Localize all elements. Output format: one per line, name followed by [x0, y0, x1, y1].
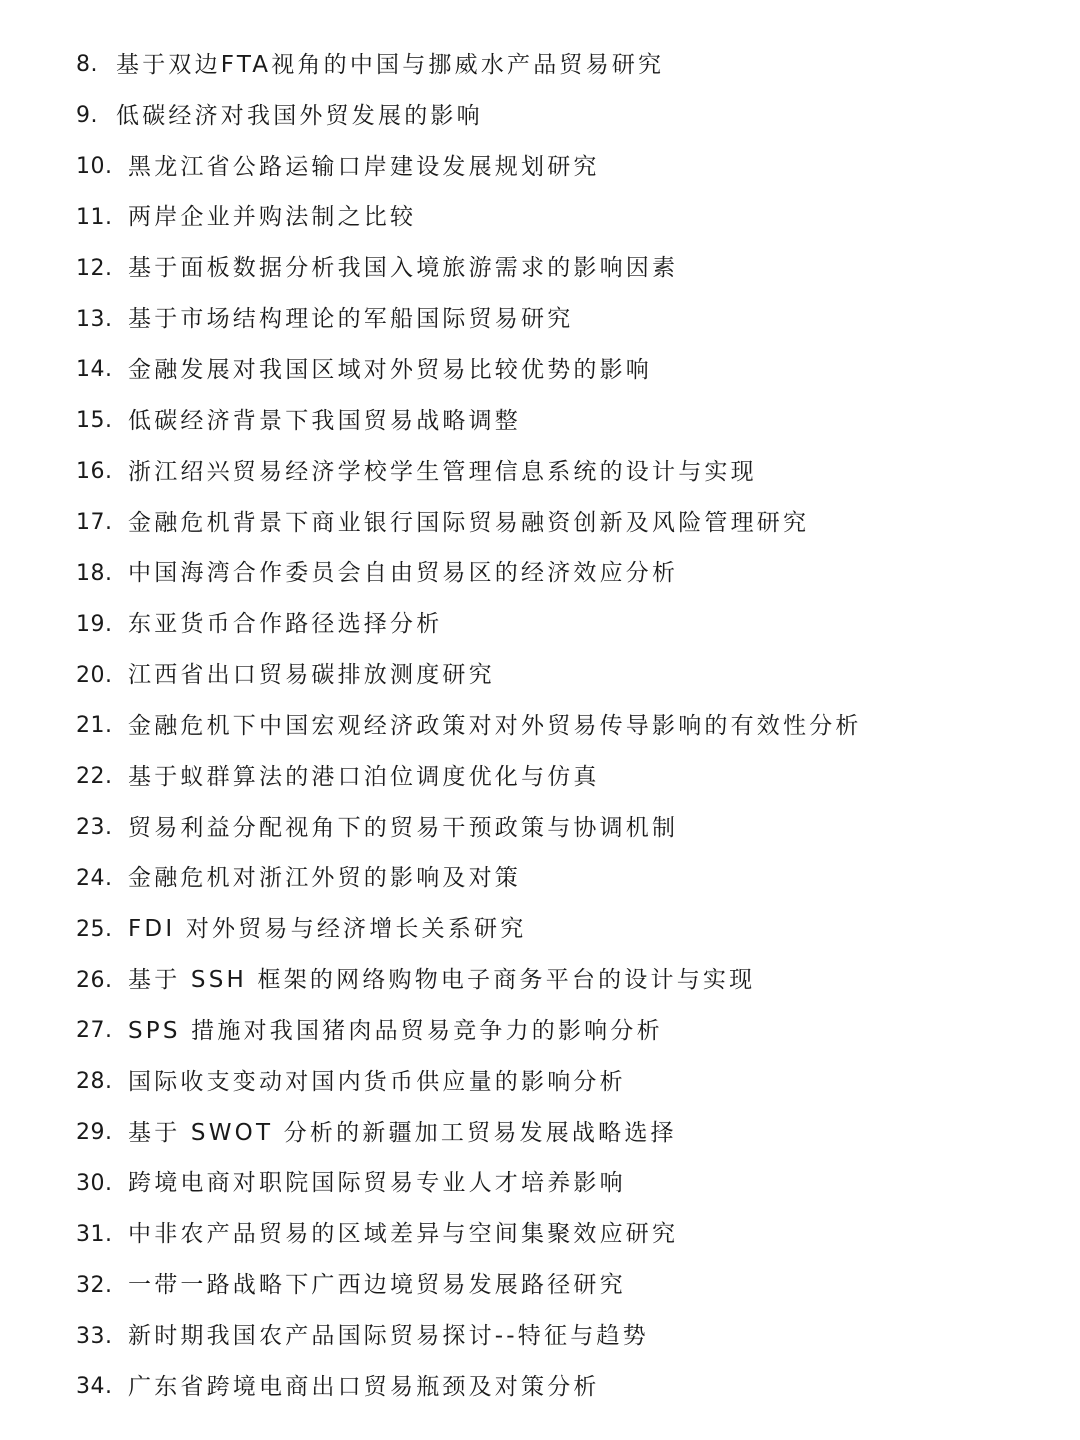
item-number: 28.	[76, 1069, 113, 1095]
item-title: 跨境电商对职院国际贸易专业人才培养影响	[128, 1170, 626, 1197]
item-title: 国际收支变动对国内货币供应量的影响分析	[128, 1068, 626, 1095]
item-title: 基于 SSH 框架的网络购物电子商务平台的设计与实现	[128, 967, 756, 994]
item-number: 33.	[76, 1323, 113, 1349]
list-item	[76, 752, 1056, 803]
item-number: 18.	[76, 560, 113, 586]
item-number: 26.	[76, 967, 113, 993]
list-item	[76, 345, 1056, 396]
list-item	[76, 142, 1056, 193]
item-title: 基于 SWOT 分析的新疆加工贸易发展战略选择	[128, 1119, 677, 1146]
list-item	[76, 1311, 1056, 1362]
item-title: 浙江绍兴贸易经济学校学生管理信息系统的设计与实现	[128, 458, 757, 485]
list-item	[76, 854, 1056, 905]
list-item	[76, 599, 1056, 650]
list-item	[76, 803, 1056, 854]
item-title: 金融危机下中国宏观经济政策对对外贸易传导影响的有效性分析	[128, 712, 862, 739]
item-title: 广东省跨境电商出口贸易瓶颈及对策分析	[128, 1373, 600, 1400]
item-number: 13.	[76, 306, 113, 332]
item-number: 22.	[76, 764, 113, 790]
list-item	[76, 904, 1056, 955]
item-title: 基于面板数据分析我国入境旅游需求的影响因素	[128, 255, 679, 282]
item-number: 8.	[76, 52, 98, 78]
item-number: 21.	[76, 713, 113, 739]
list-item	[76, 1159, 1056, 1210]
item-number: 10.	[76, 154, 113, 180]
item-number: 16.	[76, 459, 113, 485]
item-title: 一带一路战略下广西边境贸易发展路径研究	[128, 1272, 626, 1299]
item-title: 黑龙江省公路运输口岸建设发展规划研究	[128, 153, 600, 180]
item-title: FDI 对外贸易与经济增长关系研究	[128, 916, 527, 943]
item-number: 31.	[76, 1221, 113, 1247]
item-title: 金融发展对我国区域对外贸易比较优势的影响	[128, 356, 652, 383]
item-title: 低碳经济背景下我国贸易战略调整	[128, 407, 521, 434]
item-title: 两岸企业并购法制之比较	[128, 204, 417, 231]
topic-list	[76, 40, 1056, 1413]
item-number: 17.	[76, 510, 113, 536]
list-item	[76, 91, 1056, 142]
item-number: 20.	[76, 662, 113, 688]
list-item	[76, 396, 1056, 447]
list-item	[76, 1108, 1056, 1159]
item-number: 29.	[76, 1120, 113, 1146]
item-number: 34.	[76, 1374, 113, 1400]
list-item	[76, 650, 1056, 701]
list-item	[76, 1260, 1056, 1311]
item-number: 12.	[76, 255, 113, 281]
list-item	[76, 1006, 1056, 1057]
item-number: 11.	[76, 204, 113, 230]
list-item	[76, 447, 1056, 498]
item-title: 新时期我国农产品国际贸易探讨--特征与趋势	[128, 1323, 649, 1350]
list-item	[76, 294, 1056, 345]
list-item	[76, 193, 1056, 244]
item-title: 低碳经济对我国外贸发展的影响	[116, 102, 483, 129]
item-title: 中国海湾合作委员会自由贸易区的经济效应分析	[128, 560, 679, 587]
item-number: 14.	[76, 357, 113, 383]
item-number: 30.	[76, 1170, 113, 1196]
list-item	[76, 498, 1056, 549]
item-title: 基于蚁群算法的港口泊位调度优化与仿真	[128, 763, 600, 790]
item-title: 基于市场结构理论的军船国际贸易研究	[128, 306, 574, 333]
item-number: 25.	[76, 916, 113, 942]
item-number: 24.	[76, 865, 113, 891]
list-item	[76, 1209, 1056, 1260]
item-title: SPS 措施对我国猪肉品贸易竞争力的影响分析	[128, 1017, 663, 1044]
item-number: 19.	[76, 611, 113, 637]
item-number: 23.	[76, 815, 113, 841]
item-title: 贸易利益分配视角下的贸易干预政策与协调机制	[128, 814, 679, 841]
item-number: 32.	[76, 1272, 113, 1298]
list-item	[76, 40, 1056, 91]
list-item	[76, 1362, 1056, 1413]
list-item	[76, 548, 1056, 599]
item-number: 9.	[76, 103, 98, 129]
list-item	[76, 243, 1056, 294]
list-item	[76, 701, 1056, 752]
item-title: 金融危机背景下商业银行国际贸易融资创新及风险管理研究	[128, 509, 810, 536]
item-title: 东亚货币合作路径选择分析	[128, 611, 443, 638]
item-title: 江西省出口贸易碳排放测度研究	[128, 662, 495, 689]
item-title: 金融危机对浙江外贸的影响及对策	[128, 865, 521, 892]
item-title: 基于双边FTA视角的中国与挪威水产品贸易研究	[116, 51, 665, 78]
item-title: 中非农产品贸易的区域差异与空间集聚效应研究	[128, 1221, 679, 1248]
item-number: 27.	[76, 1018, 113, 1044]
list-item	[76, 1057, 1056, 1108]
list-item	[76, 955, 1056, 1006]
item-number: 15.	[76, 408, 113, 434]
